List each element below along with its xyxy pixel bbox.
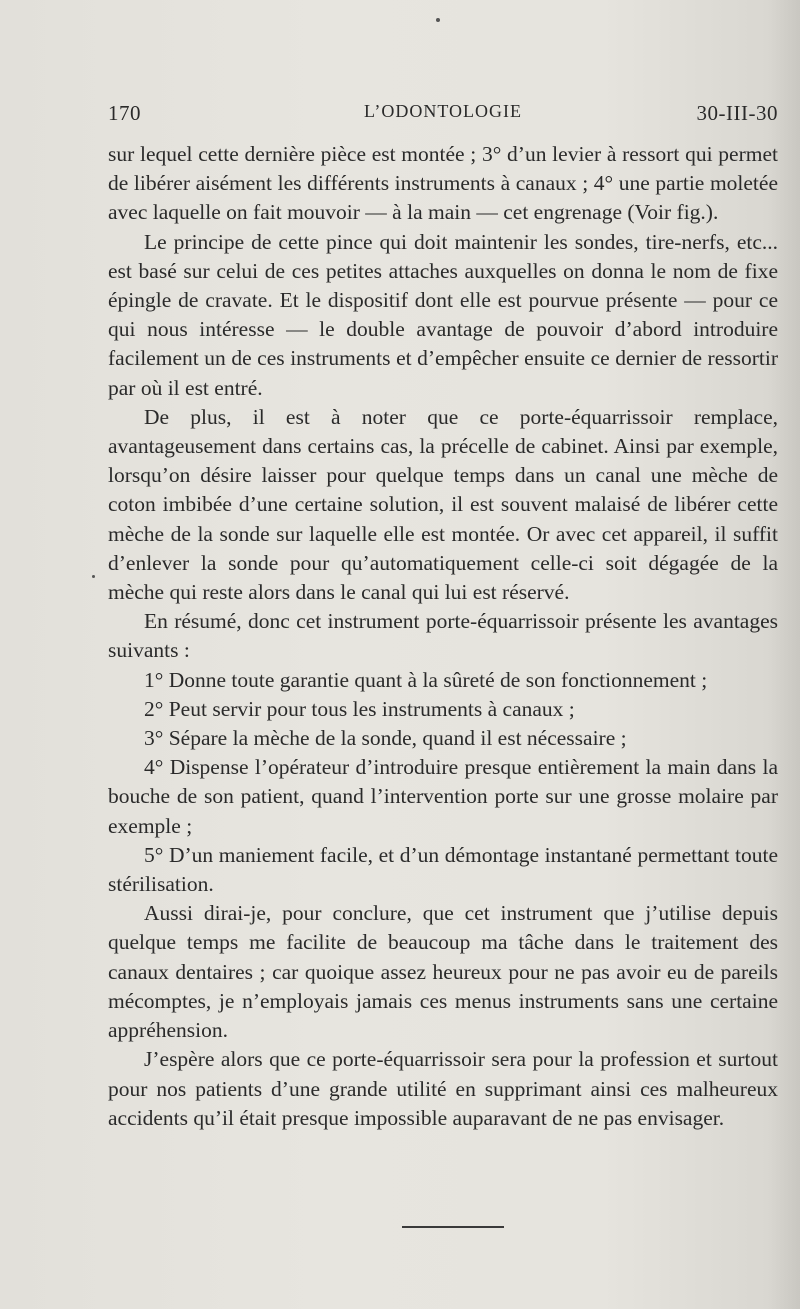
paragraph: De plus, il est à noter que ce porte-équarrissoir remplace, avantageusement dans certains cas, la précelle de cabinet. Ainsi par exemple, lorsqu’on désire laisser pour quelque temps dans un canal une mèche de coton imbibée d’une certaine solution, il est souvent malaisé de libérer cette mèche de la sonde sur laquelle elle est montée. Or avec cet appareil, il suffit d’enlever la sonde pour qu’automatiquement celle-ci soit dégagée de la mèche qui reste alors dans le canal qui lui est réservé. (108, 404, 778, 605)
list-item: 5° D’un maniement facile, et d’un démontage instantané permettant toute stérilisation. (108, 842, 778, 897)
paragraph: J’espère alors que ce porte-équarrissoir sera pour la profession et surtout pour nos patients d’une grande utilité en supprimant ainsi ces malheureux accidents qu’il était presque impossible auparavant de ne pas envisager. (108, 1047, 778, 1130)
paragraph: En résumé, donc cet instrument porte-équarrissoir présente les avantages suivants : (108, 609, 778, 663)
list-item: 4° Dispense l’opérateur d’introduire presque entièrement la main dans la bouche de son patient, quand l’intervention porte sur une grosse molaire par exemple ; (108, 755, 778, 838)
page-number: 170 (108, 101, 141, 125)
article-body (108, 140, 778, 1133)
paragraph: Aussi dirai-je, pour conclure, que cet instrument que j’utilise depuis quelque temps me facilite de beaucoup ma tâche dans le traitement des canaux dentaires ; car quoique assez heureux pour ne pas avoir eu de pareils mécomptes, je n’employais jamais ces menus instruments sans une certaine appréhension. (108, 901, 778, 1043)
journal-title: L’ODONTOLOGIE (364, 101, 522, 121)
print-speck (436, 18, 440, 22)
end-rule (402, 1226, 504, 1228)
list-item: 3° Sépare la mèche de la sonde, quand il est nécessaire ; (144, 726, 627, 751)
list-item: 1° Donne toute garantie quant à la sûreté de son fonctionnement ; (144, 667, 708, 692)
print-speck (92, 575, 95, 578)
running-header (108, 101, 778, 131)
paragraph: sur lequel cette dernière pièce est montée ; 3° d’un levier à ressort qui permet de libérer aisément les différents instruments à canaux ; 4° une partie moletée avec laquelle on fait mouvoir — à la main — cet engrenage (Voir fig.). (108, 142, 778, 225)
list-item: 2° Peut servir pour tous les instruments à canaux ; (144, 696, 575, 721)
issue-date: 30-III-30 (696, 101, 778, 125)
paragraph: Le principe de cette pince qui doit maintenir les sondes, tire-nerfs, etc... est basé sur celui de ces petites attaches auxquelles on donna le nom de fixe épingle de cravate. Et le dispositif dont elle est pourvue présente — pour ce qui nous intéresse — le double avantage de pouvoir d’abord introduire facilement un de ces instruments et d’empêcher ensuite ce dernier de ressortir par où il est entré. (108, 229, 778, 400)
